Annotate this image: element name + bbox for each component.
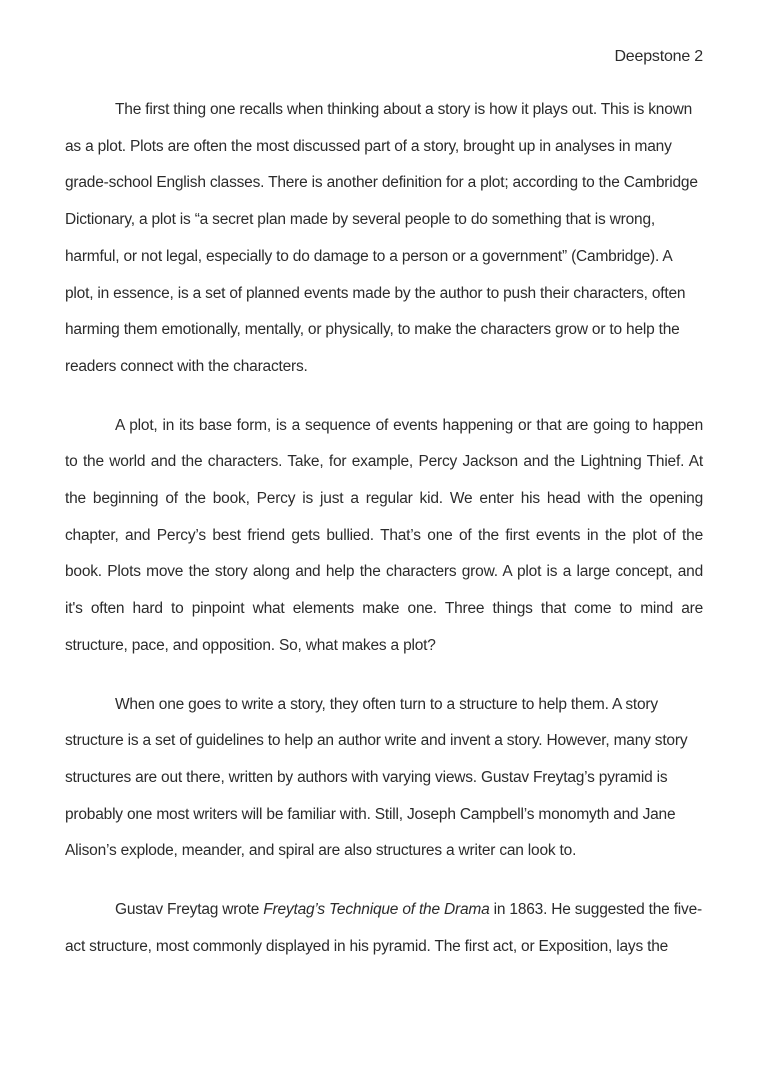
paragraph-run: When one goes to write a story, they often turn to a structure to help them. A story structure is a set of guidelines to help an author write and invent a story. However, many story structures are out there, written by authors with varying views. Gustav Freytag’s pyramid is probably one most writers will be familiar with. Still, Joseph Campbell’s monomyth and Jane Alison’s explode, meander, and spiral are also structures a writer can look to. (65, 695, 688, 860)
page-header-label: Deepstone 2 (614, 48, 703, 65)
paragraph-run: in 1863. He suggested the five-act structure, most commonly displayed in his pyramid. The first act, or Exposition, lays the (65, 901, 702, 955)
paragraph-run: A plot, in its base form, is a sequence of events happening or that are going to happen to the world and the characters. Take, for example, Percy Jackson and the Lightning Thief. At the beginning of the book, Percy is just a regular kid. We enter his head with the opening chapter, and Percy’s best friend gets bullied. That’s one of the first events in the plot of the book. Plots move the story along and help the characters grow. A plot is a large concept, and it's often hard to pinpoint what elements make one. Three things that come to mind are structure, pace, and opposition. So, what makes a plot? (65, 416, 703, 654)
paragraph (65, 687, 703, 871)
paragraph (65, 92, 703, 386)
document-body (65, 92, 703, 965)
paragraph (65, 408, 703, 665)
paragraph (65, 892, 703, 965)
paragraph-run: The first thing one recalls when thinking about a story is how it plays out. This is known as a plot. Plots are often the most discussed part of a story, brought up in analyses in many grade-school English classes. There is another definition for a plot; according to the Cambridge Dictionary, a plot is “a secret plan made by several people to do something that is wrong, harmful, or not legal, especially to do damage to a person or a government” (Cambridge). A plot, in essence, is a set of planned events made by the author to push their characters, often harming them emotionally, mentally, or physically, to make the characters grow or to help the readers connect with the characters. (65, 101, 698, 375)
paragraph-run-italic: Freytag’s Technique of the Drama (263, 901, 490, 919)
paragraph-run: Gustav Freytag wrote (115, 901, 264, 919)
